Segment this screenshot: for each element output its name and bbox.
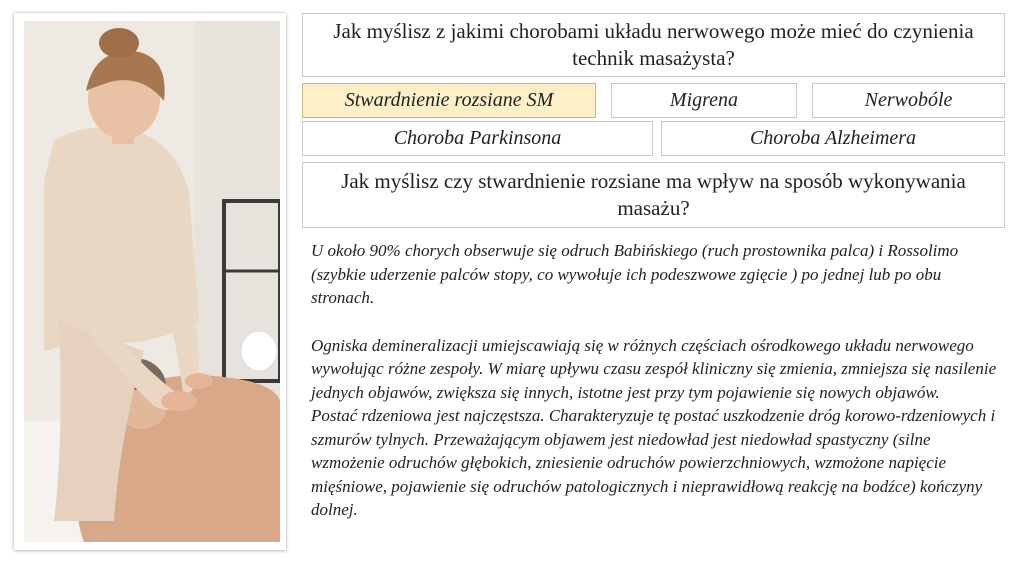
massage-photo bbox=[14, 13, 286, 550]
option-label: Stwardnienie rozsiane SM bbox=[344, 89, 554, 111]
option-stwardnienie-rozsiane[interactable] bbox=[302, 83, 596, 118]
option-label: Choroba Parkinsona bbox=[393, 127, 562, 149]
option-label: Migrena bbox=[669, 89, 739, 111]
question-2-box bbox=[302, 162, 1005, 228]
question-1-box bbox=[302, 13, 1005, 77]
option-label: Choroba Alzheimera bbox=[749, 127, 917, 149]
paragraph-demineralization: Ogniska demineralizacji umiejscawiają się w różnych częściach ośrodkowego układu nerwowego wywołując różne zespoły. W miarę upływu czasu zespół kliniczny się zmienia, zmniejsza się nasilenie jednych objawów, zwiększa się innych, istotne jest przy tym pojawienie się nowych objawów. bbox=[311, 335, 997, 402]
option-label: Nerwobóle bbox=[864, 89, 953, 111]
option-nerwobole[interactable] bbox=[812, 83, 1005, 118]
massage-photo-illustration bbox=[24, 21, 280, 542]
question-1-text: Jak myślisz z jakimi chorobami układu nerwowego może mieć do czynienia technik masażysta? bbox=[333, 19, 974, 70]
explanation-text bbox=[311, 239, 1001, 522]
paragraph-reflexes: U około 90% chorych obserwuje się odruch Babińskiego (ruch prostownika palca) i Rossolimo (szybkie uderzenie palców stopy, co wywołuje ich podeszwowe zgięcie ) po jednej lub po obu stronach. bbox=[311, 241, 959, 307]
option-migrena[interactable] bbox=[611, 83, 797, 118]
question-2-text: Jak myślisz czy stwardnienie rozsiane ma wpływ na sposób wykonywania masażu? bbox=[341, 169, 966, 220]
option-choroba-parkinsona[interactable] bbox=[302, 121, 653, 156]
paragraph-spinal-form: Postać rdzeniowa jest najczęstsza. Charakteryzuje tę postać uszkodzenie dróg korowo-rdzeniowych i szmurów tylnych. Przeważającym objawem jest niedowład jest niedowład spastyczny (silne wzmożenie odruchów głębokich, zniesienie odruchów powierzchniowych, wzmożone napięcie mięśniowe, pojawienie się odruchów patologicznych i nieprawidłową reakcję na bodźce) kończyny dolnej. bbox=[311, 406, 996, 519]
option-choroba-alzheimera[interactable] bbox=[661, 121, 1005, 156]
